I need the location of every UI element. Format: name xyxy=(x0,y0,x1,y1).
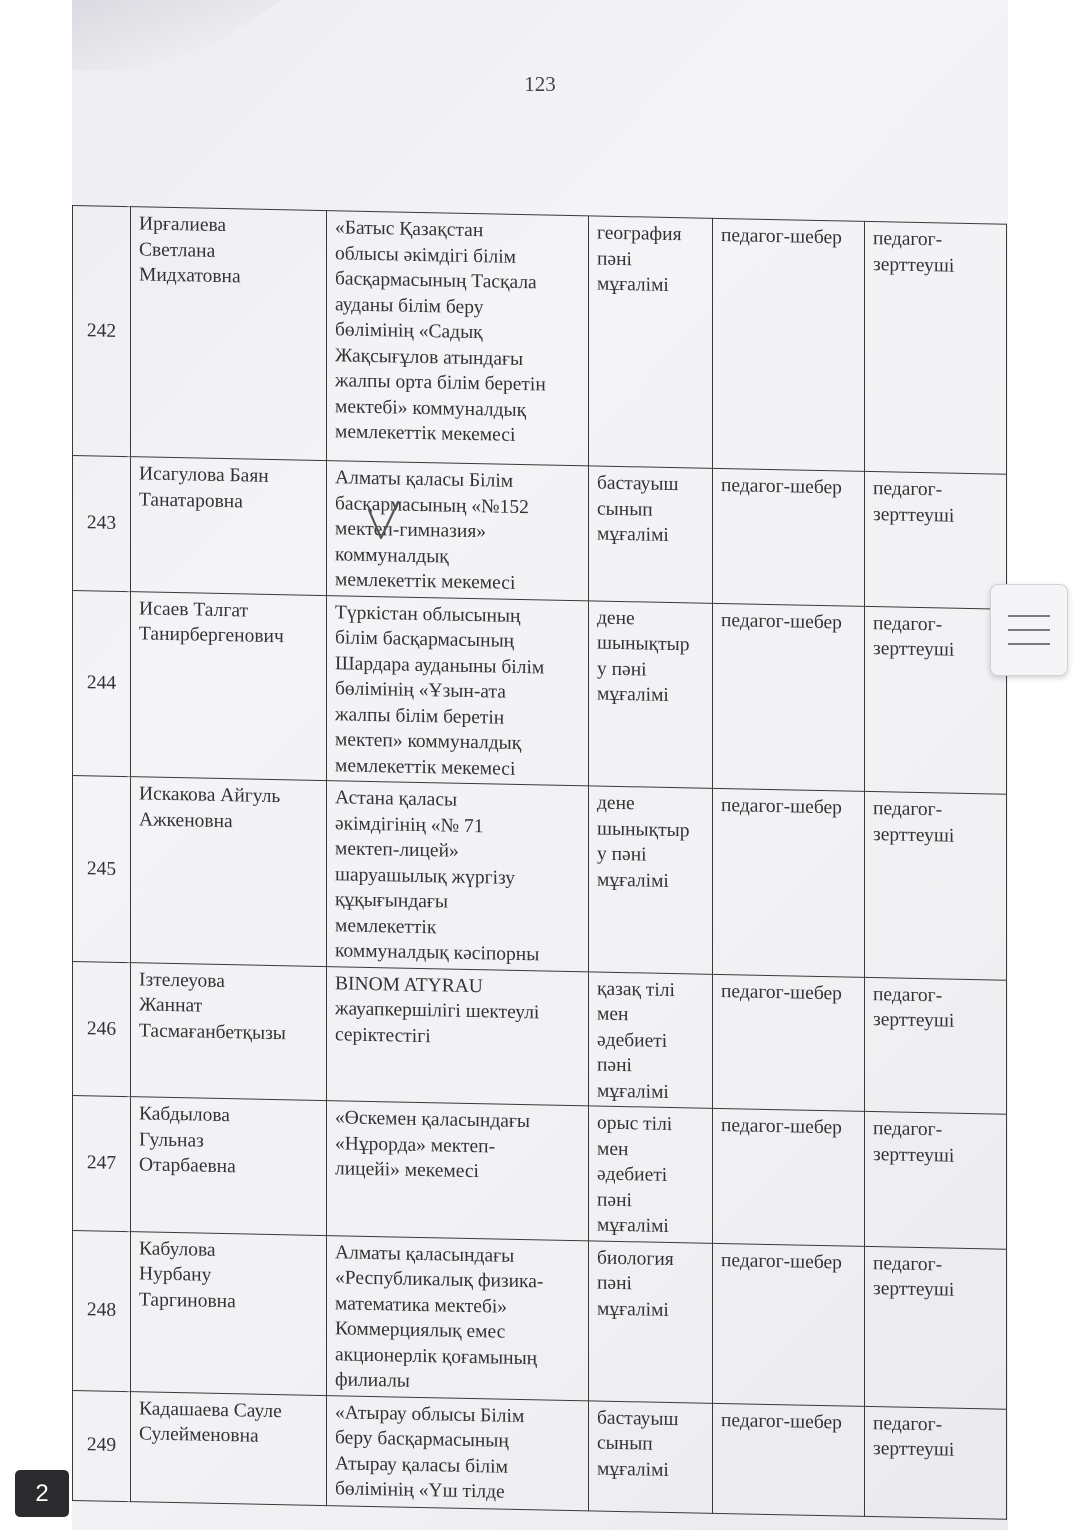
current-category: педагог-шебер xyxy=(721,225,842,249)
row-number: 246 xyxy=(86,1017,117,1040)
teacher-name: Исаев Талгат Танирбергенович xyxy=(139,597,284,648)
subject-position-cell xyxy=(589,1240,713,1402)
organization-name: Астана қаласы әкімдігінің «№ 71 мектеп-лицей» шаруашылық жүргізу құқығындағы мемлекеттік коммуналдық кәсіпорны xyxy=(335,787,540,966)
assigned-category: педагог- зерттеуші xyxy=(873,228,955,277)
current-category-cell xyxy=(713,218,865,471)
subject-position: бастауыш сынып мұғалімі xyxy=(597,1407,679,1481)
organization-name-cell xyxy=(327,595,589,786)
teacher-name-cell xyxy=(131,1097,327,1235)
current-category: педагог-шебер xyxy=(721,609,842,633)
teacher-name-cell xyxy=(131,777,327,966)
current-category: педагог-шебер xyxy=(721,1409,842,1433)
assigned-category: педагог- зерттеуші xyxy=(873,478,955,527)
row-number-cell xyxy=(73,1230,131,1391)
row-number-cell xyxy=(73,776,131,963)
subject-position: география пәні мұғалімі xyxy=(597,222,682,296)
teacher-name-cell xyxy=(131,1391,327,1505)
row-number: 247 xyxy=(86,1152,117,1174)
subject-position: дене шынықтыр у пәні мұғалімі xyxy=(597,792,690,892)
organization-name: Алматы қаласындағы «Республикалық физика- математика мектебі» Коммерциялық емес акционерлік қоғамының филиалы xyxy=(335,1241,544,1392)
table-row xyxy=(73,961,1007,1114)
table-row xyxy=(73,590,1007,794)
assigned-category-cell xyxy=(865,606,1007,794)
organization-name-cell xyxy=(327,1101,589,1241)
organization-name-cell xyxy=(327,966,589,1106)
subject-position: дене шынықтыр у пәні мұғалімі xyxy=(597,607,690,706)
teacher-name: Ирғалиева Светлана Мидхатовна xyxy=(139,213,241,288)
teacher-name: Искакова Айгуль Ажкеновна xyxy=(139,783,281,832)
teacher-name-cell xyxy=(131,962,327,1100)
assigned-category-cell xyxy=(865,977,1007,1114)
organization-name-cell xyxy=(327,211,589,466)
table-row xyxy=(73,206,1007,475)
current-category-cell xyxy=(713,1108,865,1246)
table-row xyxy=(73,776,1007,980)
teacher-roster-table xyxy=(72,205,1007,1519)
organization-name: BINOM ATYRAU жауапкершілігі шектеулі серіктестігі xyxy=(335,972,540,1047)
assigned-category-cell xyxy=(865,1111,1007,1248)
organization-name-cell xyxy=(327,1235,589,1400)
teacher-name: Исагулова Баян Танатаровна xyxy=(139,463,269,512)
teacher-name: Кадашаева Сауле Сулейменовна xyxy=(139,1397,282,1447)
folder-corner xyxy=(72,0,282,70)
organization-name: Түркістан облысының білім басқармасының Шардара ауданыны білім бөлімінің «Ұзын-ата жалпы білім беретін мектеп» коммуналдық мемлекеттік мекемесі xyxy=(335,601,545,780)
subject-position: бастауыш сынып мұғалімі xyxy=(597,472,679,546)
checkmark-icon xyxy=(367,500,401,542)
row-number: 248 xyxy=(86,1299,117,1322)
row-number: 245 xyxy=(86,857,117,880)
row-number: 242 xyxy=(86,320,117,342)
current-category-cell xyxy=(713,603,865,792)
current-category-cell xyxy=(713,1403,865,1516)
subject-position-cell xyxy=(589,971,713,1108)
current-category-cell xyxy=(713,1243,865,1406)
current-category-cell xyxy=(713,974,865,1112)
assigned-category: педагог- зерттеуші xyxy=(873,612,955,661)
row-number-cell xyxy=(73,1096,131,1232)
row-number-cell xyxy=(73,456,131,592)
subject-position-cell xyxy=(589,1400,713,1512)
assigned-category-cell xyxy=(865,1406,1007,1519)
organization-name-cell xyxy=(327,1395,589,1510)
subject-position: орыс тілі мен әдебиеті пәні мұғалімі xyxy=(597,1112,673,1237)
organization-name: «Атырау облысы Білім беру басқармасының Атырау қаласы білім бөлімінің «Үш тілде xyxy=(335,1401,525,1503)
current-category-cell xyxy=(713,468,865,606)
teacher-name-cell xyxy=(131,591,327,780)
subject-position-cell xyxy=(589,466,713,603)
table-row xyxy=(73,1390,1007,1519)
organization-name: «Өскемен қаласындағы «Нұрорда» мектеп- лицейі» мекемесі xyxy=(335,1107,530,1183)
page-indicator-badge: 2 xyxy=(15,1470,69,1517)
table-row xyxy=(73,456,1007,609)
teacher-name-cell xyxy=(131,207,327,461)
table-row xyxy=(73,1096,1007,1249)
assigned-category-cell xyxy=(865,791,1007,979)
assigned-category: педагог- зерттеуші xyxy=(873,1252,955,1301)
current-category-cell xyxy=(713,788,865,977)
current-category: педагог-шебер xyxy=(721,1249,842,1273)
assigned-category-cell xyxy=(865,471,1007,608)
assigned-category: педагог- зерттеуші xyxy=(873,1118,955,1167)
row-number-cell xyxy=(73,590,131,777)
table-row xyxy=(73,1230,1007,1409)
current-category: педагог-шебер xyxy=(721,1115,842,1139)
row-number-cell xyxy=(73,1390,131,1501)
current-category: педагог-шебер xyxy=(721,475,842,499)
organization-name: Алматы қаласы Білім басқармасының «№152 мектеп-гимназия» коммуналдық мемлекеттік мекемесі xyxy=(335,467,529,594)
roster-body xyxy=(73,206,1007,1519)
assigned-category-cell xyxy=(865,1246,1007,1409)
row-number: 243 xyxy=(86,512,117,534)
organization-name-cell xyxy=(327,461,589,601)
current-category: педагог-шебер xyxy=(721,980,842,1004)
teacher-name-cell xyxy=(131,457,327,595)
organization-name-cell xyxy=(327,781,589,972)
subject-position-cell xyxy=(589,600,713,788)
teacher-name: Кабулова Нурбану Таргиновна xyxy=(139,1237,236,1312)
row-number: 244 xyxy=(86,672,117,694)
teacher-name-cell xyxy=(131,1231,327,1395)
assigned-category: педагог- зерттеуші xyxy=(873,1412,955,1461)
current-category: педагог-шебер xyxy=(721,795,842,819)
subject-position: биология пәні мұғалімі xyxy=(597,1247,674,1321)
assigned-category: педагог- зерттеуші xyxy=(873,798,955,847)
document-page xyxy=(72,0,1008,1530)
hamburger-menu-button[interactable] xyxy=(990,584,1068,676)
subject-position-cell xyxy=(589,216,713,468)
assigned-category-cell xyxy=(865,221,1007,474)
page-number: 123 xyxy=(524,72,556,96)
row-number: 249 xyxy=(86,1434,117,1457)
subject-position-cell xyxy=(589,1106,713,1243)
row-number-cell xyxy=(73,206,131,457)
subject-position: қазақ тілі мен әдебиеті пәні мұғалімі xyxy=(597,978,675,1103)
teacher-name: Ізтелеуова Жаннат Тасмағанбетқызы xyxy=(139,968,286,1044)
subject-position-cell xyxy=(589,786,713,974)
row-number-cell xyxy=(73,961,131,1097)
assigned-category: педагог- зерттеуші xyxy=(873,983,955,1032)
teacher-name: Кабдылова Гульназ Отарбаевна xyxy=(139,1103,236,1178)
organization-name: «Батыс Қазақстан облысы әкімдігі білім басқармасының Тасқала ауданы білім беру бөлімінің «Садық Жақсығұлов атындағы жалпы орта білім беретін мектебі» коммуналдық мемлекеттік мекемесі xyxy=(335,217,546,446)
